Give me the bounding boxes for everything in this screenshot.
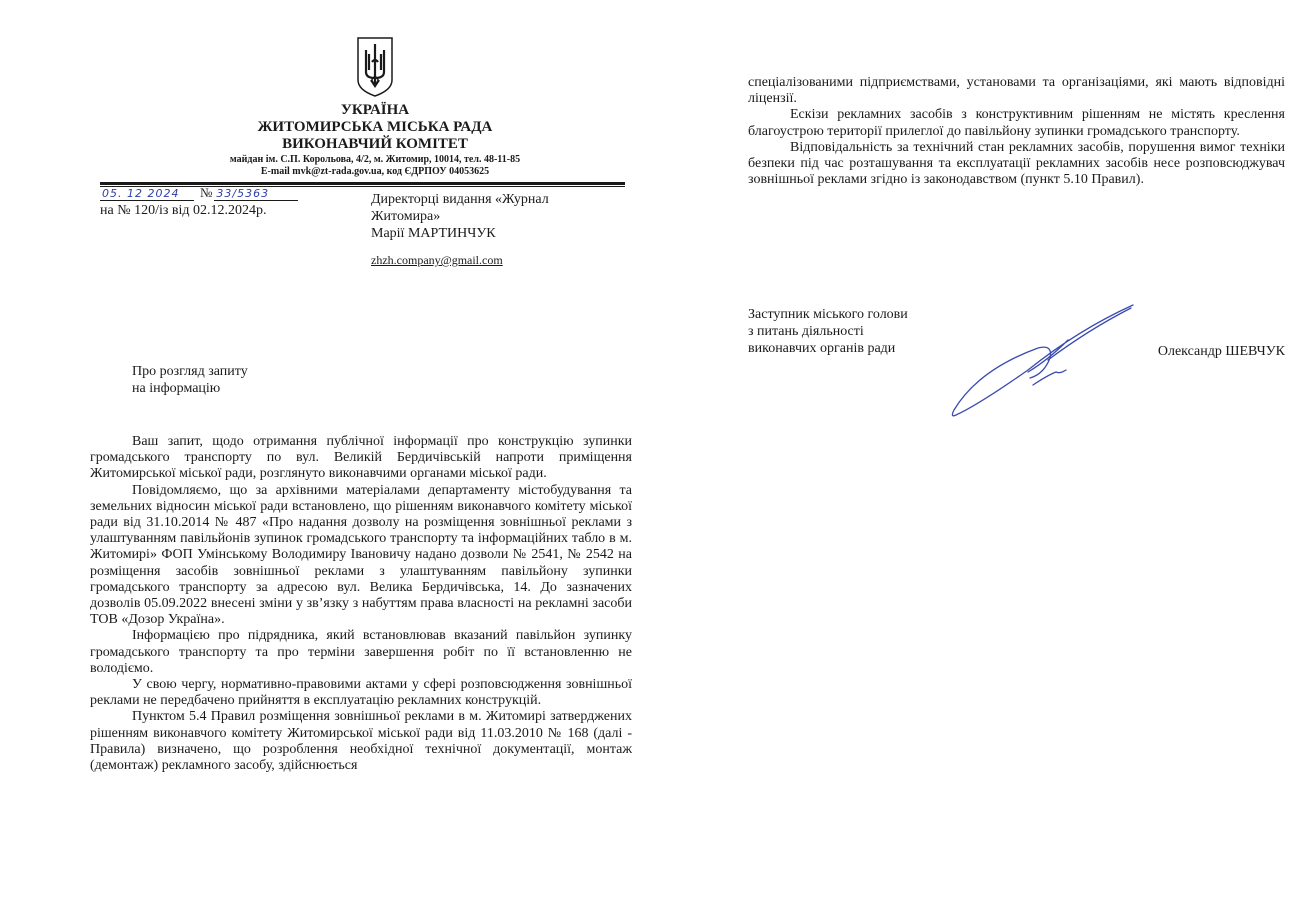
letter-body xyxy=(90,434,632,774)
body-paragraph: Пунктом 5.4 Правил розміщення зовнішньої реклами в м. Житомирі затверджених рішенням виконавчого комітету Житомирської міської ради від 11.03.2010 № 168 (далі - Правила) визначено, що розроблення необхідної технічної документації, монтаж (демонтаж) рекламного засобу, здійснюється xyxy=(90,709,632,774)
letterhead-council: ЖИТОМИРСЬКА МІСЬКА РАДА xyxy=(257,119,493,135)
reference-number: на № 120/із від 02.12.2024р. xyxy=(100,203,267,218)
body-paragraph: Інформацією про підрядника, який встановлював вказаний павільйон зупинку громадського транспорту та про терміни завершення робіт по її встановленню не володіємо. xyxy=(90,628,632,676)
body-paragraph: Відповідальність за технічний стан рекламних засобів, порушення вимог техніки безпеки під час розташування та експлуатації рекламних засобів несе розповсюджувач зовнішньої реклами згідно із законодавством (пункт 5.10 Правил). xyxy=(748,139,1285,188)
body-paragraph: Ваш запит, щодо отримання публічної інформації про конструкцію зупинки громадського транспорту по вул. Великій Бердичівській напроти приміщення Житомирської міської ради, розглянуто виконавчими органами міської ради. xyxy=(90,434,632,482)
body-paragraph: Ескізи рекламних засобів з конструктивним рішенням не містять креслення благоустрою території прилеглої до павільйону зупинки громадського транспорту. xyxy=(748,107,1285,139)
addressee-line-3: Марії МАРТИНЧУК xyxy=(371,226,496,241)
addressee-line-1: Директорці видання «Журнал xyxy=(371,192,549,207)
signer-name: Олександр ШЕВЧУК xyxy=(1157,344,1285,359)
subject-block xyxy=(132,363,248,397)
signer-title-line-3: виконавчих органів ради xyxy=(748,341,896,356)
trident-coat-of-arms-icon xyxy=(355,36,395,98)
letterhead-committee: ВИКОНАВЧИЙ КОМІТЕТ xyxy=(282,136,468,152)
letter-body-continued xyxy=(748,75,1285,188)
body-paragraph: Повідомляємо, що за архівними матеріалами департаменту містобудування та земельних відносин міської ради встановлено, що рішенням виконавчого комітету міської ради від 31.10.2014 № 487 «Про надання дозволу на розміщення зовнішньої реклами з улаштуванням павільйонів зупинок громадського транспорту та інформаційних табло в м. Житомирі» ФОП Умінському Володимиру Івановичу надано дозволи № 2541, № 2542 на розміщення засобів зовнішньої реклами з улаштуванням павільйону зупинки громадського транспорту за адресою вул. Велика Бердичівська, 14. До зазначених дозволів 05.09.2022 внесені зміни у зв’язку з набуттям права власності на рекламні засоби ТОВ «Дозор Україна». xyxy=(90,482,632,628)
subject-line-2: на інформацію xyxy=(132,381,221,396)
signer-title-line-1: Заступник міського голови xyxy=(748,307,908,322)
handwritten-signature-icon xyxy=(948,300,1148,425)
subject-line-1: Про розгляд запиту xyxy=(132,364,248,379)
letterhead xyxy=(120,36,630,178)
letterhead-email: E-mail mvk@zt-rada.gov.ua, код ЄДРПОУ 04053625 xyxy=(260,166,490,177)
letter-page-2 xyxy=(650,0,1300,921)
letterhead-country: УКРАЇНА xyxy=(340,102,410,118)
registration-block xyxy=(100,185,298,219)
addressee-line-2: Житомира» xyxy=(371,209,441,224)
registration-number: 33/5363 xyxy=(214,187,298,201)
registration-date: 05. 12 2024 xyxy=(100,187,194,201)
signer-title xyxy=(748,306,908,357)
letterhead-address: майдан ім. С.П. Корольова, 4/2, м. Житомир, 10014, тел. 48-11-85 xyxy=(229,154,521,165)
body-paragraph: У свою чергу, нормативно-правовими актами у сфері розповсюдження зовнішньої реклами не передбачено прийняття в експлуатацію рекламних конструкцій. xyxy=(90,677,632,709)
addressee-email-link[interactable]: zhzh.company@gmail.com xyxy=(371,253,503,267)
signer-title-line-2: з питань діяльності xyxy=(748,324,864,339)
addressee-block xyxy=(371,191,621,269)
body-continuation: спеціалізованими підприємствами, установами та організаціями, які мають відповідні ліцензії. xyxy=(748,75,1285,107)
registration-number-label: № xyxy=(200,185,213,200)
